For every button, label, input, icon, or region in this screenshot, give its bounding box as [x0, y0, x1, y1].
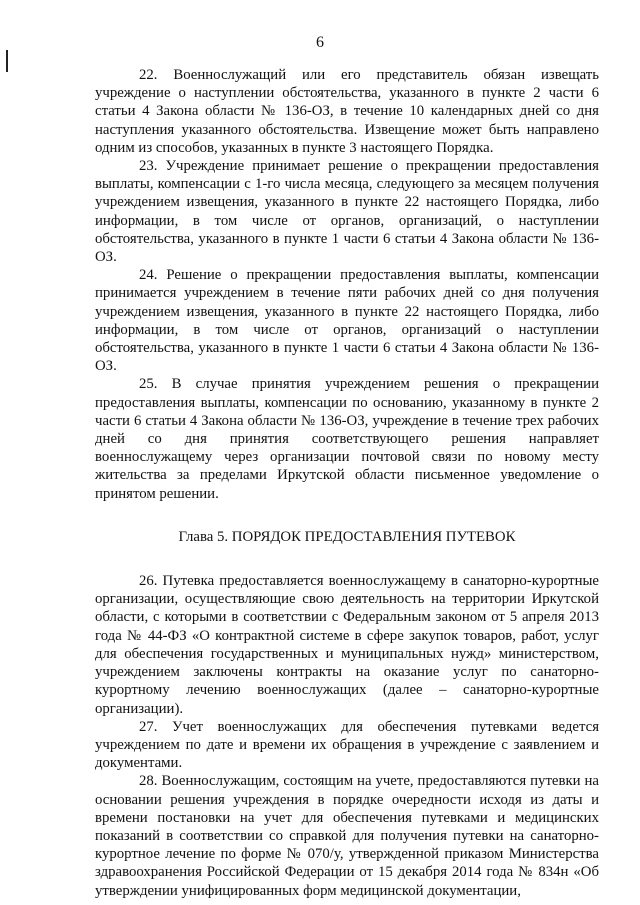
paragraph-25: 25. В случае принятия учреждением решения о прекращении предоставления выплаты, компенсации по основанию, указанному в пункте 2 части 6 статьи 4 Закона области № 136-ОЗ, учреждение в течение трех рабочих дней со дня принятия соответствующего решения направляет военнослужащему через организации почтовой связи по новому месту жительства за пределами Иркутской области письменное уведомление о принятом решении. — [95, 376, 599, 502]
paragraph-23: 23. Учреждение принимает решение о прекращении предоставления выплаты, компенсации с 1-го числа месяца, следующего за месяцем получения учреждением извещения, указанного в пункте 22 настоящего Порядка, либо информации, в том числе от органов, организаций, о наступлении обстоятельства, указанного в пункте 1 части 6 статьи 4 Закона области № 136-ОЗ. — [95, 158, 599, 266]
paragraph-26: 26. Путевка предоставляется военнослужащему в санаторно-курортные организации, осуществляющие свою деятельность на территории Иркутской области, с которыми в соответствии с Федеральным законом от 5 апреля 2013 года № 44-ФЗ «О контрактной системе в сфере закупок товаров, работ, услуг для обеспечения государственных и муниципальных нужд» министерством, учреждением заключены контракты на оказание услуг по санаторно-курортному лечению военнослужащих (далее – санаторно-курортные организации). — [95, 573, 599, 717]
page-number: 6 — [316, 34, 324, 51]
paragraph-28: 28. Военнослужащим, состоящим на учете, предоставляются путевки на основании решения учреждения в порядке очередности исходя из даты и времени постановки на учет для обеспечения путевками и медицинских показаний в соответствии со справкой для получения путевки на санаторно-курортное лечение по форме № 070/у, утвержденной приказом Министерства здравоохранения Российской Федерации от 15 декабря 2014 года № 834н «Об утверждении унифицированных форм медицинской документации, — [95, 773, 599, 899]
paragraph-27: 27. Учет военнослужащих для обеспечения путевками ведется учреждением по дате и времени их обращения в учреждение с заявлением и документами. — [95, 718, 599, 772]
paragraph-24: 24. Решение о прекращении предоставления выплаты, компенсации принимается учреждением в течение пяти рабочих дней со дня получения учреждением извещения, указанного в пункте 22 настоящего Порядка, либо информации, в том числе от органов, организаций о наступлении обстоятельства, указанного в пункте 1 части 6 статьи 4 Закона области № 136-ОЗ. — [95, 267, 599, 375]
chapter-title: Глава 5. ПОРЯДОК ПРЕДОСТАВЛЕНИЯ ПУТЕВОК — [178, 528, 516, 545]
document-body — [95, 66, 599, 900]
scan-margin-mark — [6, 50, 8, 72]
paragraph-22: 22. Военнослужащий или его представитель обязан извещать учреждение о наступлении обстоятельства, указанного в пункте 2 части 6 статьи 4 Закона области № 136-ОЗ, в течение 10 календарных дней со дня наступления указанного обстоятельства. Извещение может быть направлено одним из способов, указанных в пункте 3 настоящего Порядка. — [95, 67, 599, 156]
